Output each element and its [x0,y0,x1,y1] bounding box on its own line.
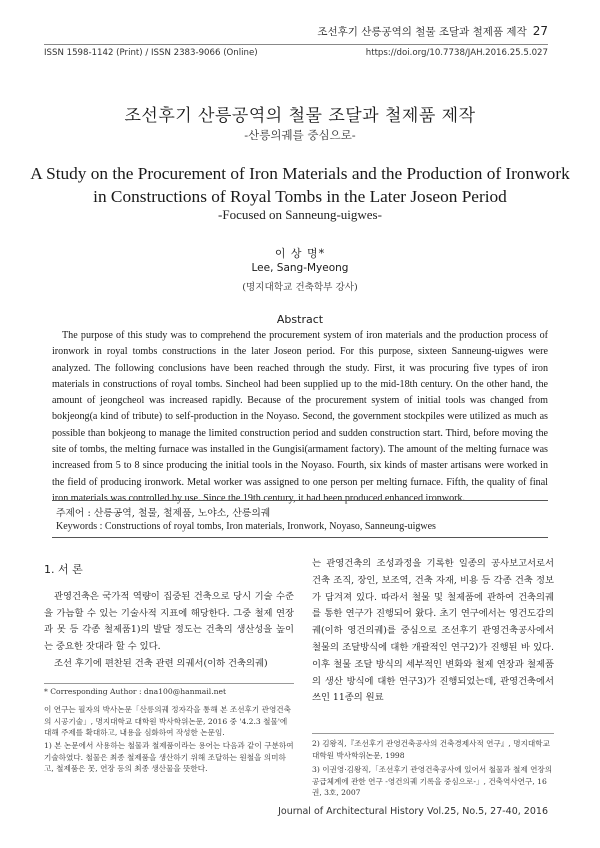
footnote-3: 3) 이권영·김왕직,「조선후기 관영건축공사에 있어서 철물과 철제 연장의 공급체계에 관한 연구 -영건의궤 기록을 중심으로-」, 건축역사연구, 16권, 3호, 2007 [312,765,553,798]
footnote-star: 이 연구는 필자의 박사논문「산릉의궤 정자각을 통해 본 조선후기 관영건축의 시공기술」, 명지대학교 대학원 박사학위논문, 2016 중 '4.2.3 철물'에 대해 주제를 확대하고, 내용을 심화하여 작성한 논문임. [44,705,291,738]
body-right-column [312,556,554,707]
page-number: 27 [532,24,548,38]
journal-footer: Journal of Architectural History Vol.25, No.5, 27-40, 2016 [278,806,548,817]
author-affiliation: (명지대학교 건축학부 강사) [242,282,358,293]
body-paragraph: 조선 후기에 편찬된 건축 관련 의궤서(이하 건축의궤) [54,657,268,669]
footnote-rule [44,683,294,684]
subtitle-korean: -산릉의궤를 중심으로- [244,128,356,142]
running-title: 조선후기 산릉공역의 철물 조달과 철제품 제작 [317,26,527,38]
body-left-column [44,562,294,673]
keywords-korean: 주제어 : 산릉공역, 철물, 철제품, 노야소, 산릉의궤 [56,508,271,519]
abstract-heading: Abstract [276,313,324,326]
footnote-1: 1) 본 논문에서 사용하는 철물과 철제품이라는 용어는 다음과 같이 구분하여 기술하였다. 철물은 최종 철제품을 생산하기 위해 조달하는 원철을 의미하고, 철제품은 못, 연장 등의 최종 생산물을 뜻한다. [44,741,294,774]
body-paragraph: 관영건축은 국가적 역량이 집중된 건축으로 당시 기술 수준을 가늠할 수 있는 기술사적 지표에 해당한다. 그중 철제 연장과 못 등 각종 철제품1)의 발달 정도는 건축의 생산성을 높이는 중요한 잣대라 할 수 있다. [44,590,294,653]
abstract-text: The purpose of this study was to comprehend the procurement system of iron materials and the production process of ironwork in royal tombs constructions in the later Joseon period. For this purpose, sixteen Sanneung-uigwes were analyzed. The following conclusions have been reached through the study. First, it was procuring five types of iron materials in constructions of royal tombs. Sincheol had been supplied up to the mid-18th century. On the other hand, the amount of jeongcheol was increased rapidly. Because of the procurement system of initial tools was changed from bokjeong(a kind of tribute) to self-production in the Noyaso. Second, the government stockpiles were utilized as much as possible than bokjeong to manage the limited construction period and sudden construction start. Third, before moving the site of tombs, the melting furnace was installed in the Gungisi(armament factory). The amount of the melting furnace was increased from 5 to 8 since producing the initial tools in the Noyaso. Fourth, six kinds of master artisans were worked in the field of producing ironwork. Metal worker was assigned to one person per melting furnace. Fifth, the quality of final iron materials was controlled by use. Since the 19th century, it had been produced enhanced ironwork. [52,330,548,504]
author-name-korean: 이 상 명* [274,247,326,260]
author-name-english: Lee, Sang-Myeong [251,262,349,274]
footnote-corresponding: * Corresponding Author : dna100@hanmail.net [44,687,227,696]
footnote-2: 2) 김왕직,『조선후기 관영건축공사의 건축경제사적 연구』, 명지대학교 대학원 박사학위논문, 1998 [312,739,550,760]
header-rule [44,44,548,45]
section-heading: 1. 서 론 [44,563,83,576]
title-english: A Study on the Procurement of Iron Materials and the Production of Ironwork in Constructions of Royal Tombs in the Later Joseon Period [30,164,570,206]
doi-link[interactable]: https://doi.org/10.7738/JAH.2016.25.5.027 [365,48,548,58]
body-paragraph: 는 관영건축의 조성과정을 기록한 일종의 공사보고서로서 건축 조직, 장인, 보조역, 건축 자재, 비용 등 각종 건축 정보가 담겨져 있다. 따라서 철물 및 철제품에 관하여 건축의궤를 통한 연구가 진행되어 왔다. 초기 연구에서는 영건도감의궤(이하 영건의궤)를 중심으로 조선후기 관영건축공사에서 철물의 조달방식에 대한 개괄적인 연구2)가 진행된 바 있다. 이후 철물 조달 방식의 세부적인 변화와 철제 연장과 철제품의 생산 방식에 대한 연구3)가 진행되었는데, 관영건축에서 쓰인 11종의 원료 [312,558,554,704]
subtitle-english: -Focused on Sanneung-uigwes- [218,207,382,222]
footnote-rule [312,733,554,734]
running-head [317,24,548,39]
issn: ISSN 1598-1142 (Print) / ISSN 2383-9066 (Online) [44,48,258,58]
keywords-english: Keywords : Constructions of royal tombs, Iron materials, Ironwork, Noyaso, Sanneung-uigwes [56,521,436,532]
title-korean: 조선후기 산릉공역의 철물 조달과 철제품 제작 [124,106,476,126]
